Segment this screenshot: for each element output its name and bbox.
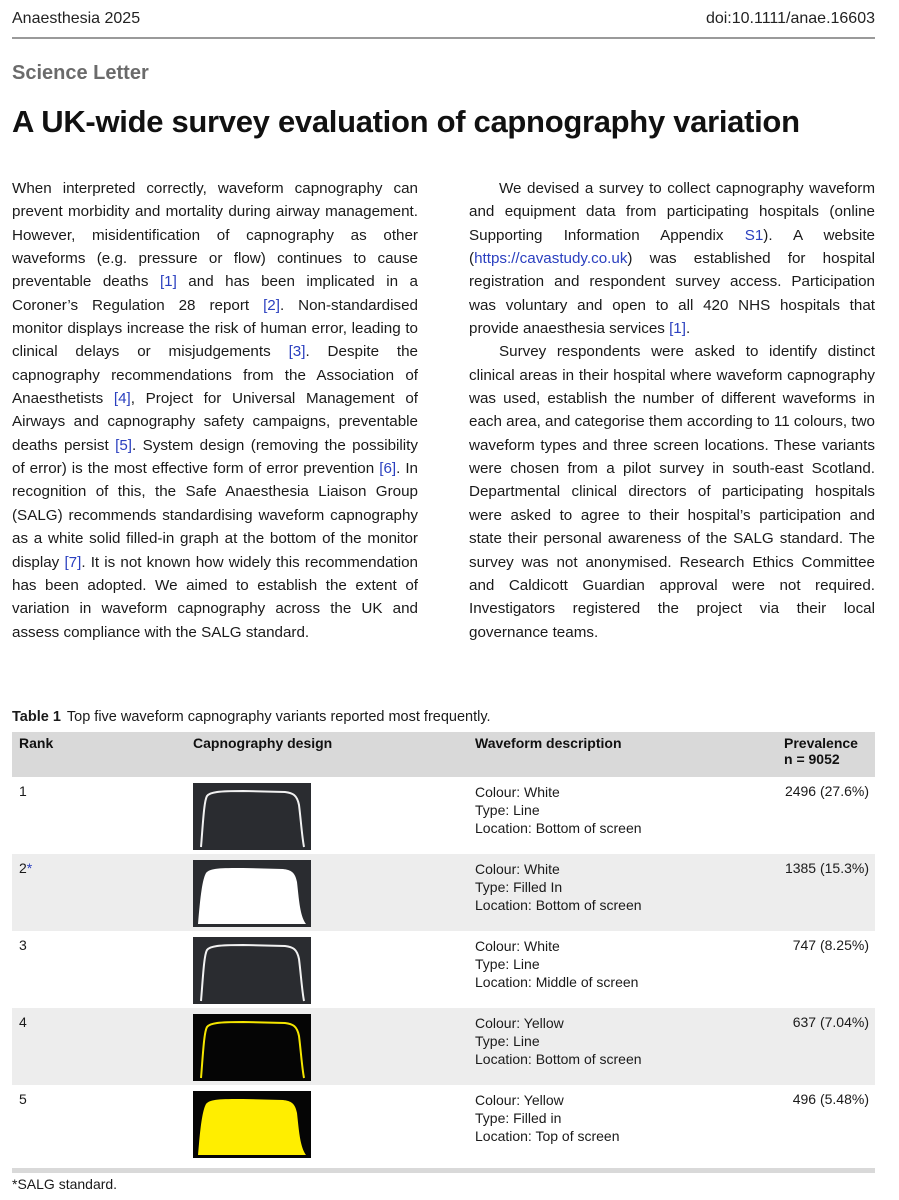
reference-link[interactable]: [3]: [288, 343, 306, 361]
right-paragraph-1: [469, 177, 875, 340]
header-design: Capnography design: [193, 735, 333, 751]
body-text: . Despite the capnography recommendations from the Association of Anaesthetists: [12, 343, 418, 408]
left-paragraph: [12, 177, 418, 644]
waveform-description: [475, 1091, 620, 1145]
capnography-table: [12, 732, 875, 1162]
reference-link[interactable]: [6]: [379, 460, 397, 478]
article-title: A UK-wide survey evaluation of capnography variation: [12, 104, 800, 139]
body-text: , Project for Universal Management of Airways and capnography safety campaigns, preventable deaths persist: [12, 390, 418, 454]
co2-waveform: [198, 1099, 306, 1155]
header-prevalence-n: n = 9052: [784, 751, 840, 767]
prevalence-cell: 496 (5.48%): [792, 1091, 869, 1107]
waveform-description: [475, 860, 642, 914]
capnography-waveform-image: [193, 937, 311, 1004]
salg-asterisk[interactable]: *: [26, 860, 33, 876]
doi-text: doi:10.1111/anae.16603: [705, 10, 875, 27]
waveform-location: Location: Bottom of screen: [475, 820, 642, 836]
journal-name: Anaesthesia 2025: [12, 10, 141, 27]
rank-cell: [19, 1014, 27, 1030]
prevalence-cell: 1385 (15.3%): [784, 860, 869, 876]
reference-link[interactable]: [4]: [113, 390, 131, 408]
table-label: Table 1: [12, 709, 61, 725]
rank-number: 3: [19, 937, 27, 953]
waveform-location: Location: Top of screen: [475, 1128, 620, 1144]
table-row: [12, 1085, 875, 1162]
rank-number: 5: [19, 1091, 27, 1107]
waveform-colour: Colour: White: [475, 861, 560, 877]
table-row: [12, 1008, 875, 1085]
rank-cell: [19, 937, 27, 953]
table-caption-text: Top five waveform capnography variants reported most frequently.: [66, 709, 491, 725]
rank-number: 1: [19, 783, 27, 799]
table-header-row: [12, 732, 875, 777]
rank-cell: [19, 860, 32, 876]
waveform-location: Location: Middle of screen: [475, 974, 639, 990]
body-text: . System design (removing the possibility of error) is the most effective form of error prevention: [12, 436, 418, 478]
body-text: . It is not known how widely this recommendation has been adopted. We aimed to establish the extent of variation in waveform capnography across the UK and assess compliance with the SALG standard.: [12, 553, 419, 641]
rank-cell: [19, 1091, 27, 1107]
body-text: .: [685, 320, 691, 338]
header-divider: [12, 37, 875, 39]
table-body: [12, 777, 875, 1162]
right-paragraph-2: [469, 340, 875, 643]
capnography-waveform-image: [193, 1014, 311, 1081]
reference-link[interactable]: S1: [744, 226, 764, 244]
body-text: ). A website (: [469, 226, 875, 268]
table-row: [12, 854, 875, 931]
header-rank: Rank: [19, 735, 54, 751]
right-column: [469, 177, 875, 644]
prevalence-cell: 747 (8.25%): [792, 937, 869, 953]
header-prevalence-label: Prevalence: [784, 735, 858, 751]
waveform-type: Type: Line: [475, 1033, 540, 1049]
reference-link[interactable]: https://cavastudy.co.uk: [474, 250, 628, 268]
body-text: Survey respondents were asked to identify distinct clinical areas in their hospital where waveform capnography was used, establish the number of different waveforms in each area, and categorise them according to 11 colours, two waveform types and three screen locations. These variants were chosen from a pilot survey in south-east Scotland. Departmental clinical directors of participating hospitals were asked to agree to their hospital’s participation and state their personal awareness of the SALG standard. The survey was not anonymised. Research Ethics Committee and Caldicott Guardian approval were not required. Investigators registered the project via their local governance teams.: [469, 343, 875, 641]
article-type: Science Letter: [12, 62, 149, 84]
waveform-colour: Colour: White: [475, 784, 560, 800]
waveform-colour: Colour: White: [475, 938, 560, 954]
header-description: Waveform description: [475, 735, 622, 751]
reference-link[interactable]: [1]: [669, 320, 686, 338]
reference-link[interactable]: [7]: [64, 553, 82, 571]
waveform-description: [475, 783, 642, 837]
body-text: and has been implicated in a Coroner’s Regulation 28 report: [12, 273, 418, 314]
waveform-type: Type: Line: [475, 802, 540, 818]
running-header: [12, 10, 875, 32]
table-row: [12, 931, 875, 1008]
body-text: We devised a survey to collect capnography waveform and equipment data from participating hospitals (online Supporting Information Appendix: [469, 180, 875, 244]
prevalence-cell: 637 (7.04%): [792, 1014, 869, 1030]
waveform-location: Location: Bottom of screen: [475, 1051, 642, 1067]
rank-number: 2: [19, 860, 27, 876]
header-prevalence: [784, 735, 858, 767]
left-column: [12, 177, 418, 644]
table-footnote: *SALG standard.: [12, 1176, 118, 1192]
waveform-description: [475, 1014, 642, 1068]
rank-number: 4: [19, 1014, 27, 1030]
co2-waveform: [198, 868, 306, 924]
reference-link[interactable]: [1]: [159, 273, 177, 291]
waveform-type: Type: Filled in: [475, 1110, 562, 1126]
body-text: When interpreted correctly, waveform capnography can prevent morbidity and mortality during airway management. However, misidentification of capnography as other waveforms (e.g. pressure or flow) continues to cause preventable deaths: [12, 180, 418, 291]
rank-cell: [19, 783, 27, 799]
table-caption: [12, 709, 491, 725]
body-text: . In recognition of this, the Safe Anaesthesia Liaison Group (SALG) recommends standardising waveform capnography as a white solid filled-in graph at the bottom of the monitor display: [12, 460, 419, 571]
waveform-type: Type: Filled In: [475, 879, 563, 895]
reference-link[interactable]: [2]: [263, 296, 280, 314]
waveform-colour: Colour: Yellow: [475, 1015, 564, 1031]
waveform-location: Location: Bottom of screen: [475, 897, 642, 913]
reference-link[interactable]: [5]: [115, 436, 132, 454]
body-text: . Non-standardised monitor displays increase the risk of human error, leading to clinical delays or misjudgements: [12, 296, 418, 361]
capnography-waveform-image: [193, 860, 311, 927]
table-bottom-rule: [12, 1168, 875, 1173]
waveform-type: Type: Line: [475, 956, 540, 972]
capnography-waveform-image: [193, 1091, 311, 1158]
body-text: ) was established for hospital registration and respondent survey access. Participation was voluntary and open to all 420 NHS hospitals that provide anaesthesia services: [469, 250, 875, 338]
waveform-colour: Colour: Yellow: [475, 1092, 564, 1108]
table-row: [12, 777, 875, 854]
waveform-description: [475, 937, 638, 991]
capnography-waveform-image: [193, 783, 311, 850]
prevalence-cell: 2496 (27.6%): [784, 783, 869, 799]
